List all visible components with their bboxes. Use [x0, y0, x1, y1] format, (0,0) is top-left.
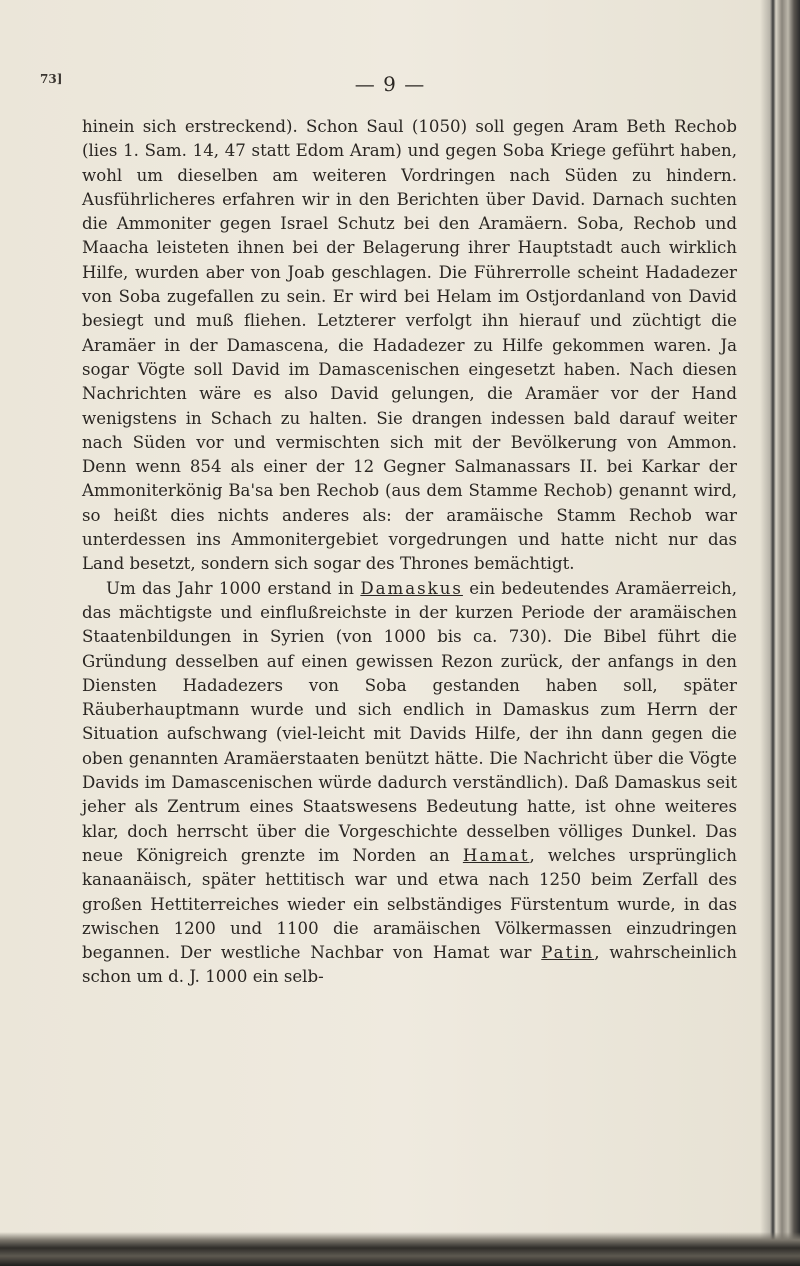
emphasis-patin: Patin [541, 943, 595, 963]
paragraph-2-part-a: Um das Jahr 1000 erstand in [106, 578, 361, 598]
running-title: — 9 — [354, 72, 426, 96]
emphasis-damaskus: Damaskus [360, 578, 463, 598]
page-header [40, 72, 740, 102]
book-edge-right [760, 0, 800, 1266]
book-edge-bottom [0, 1232, 800, 1266]
body-text [82, 115, 737, 990]
emphasis-hamat: Hamat [462, 845, 530, 865]
paragraph-1: hinein sich erstreckend). Schon Saul (1050) soll gegen Aram Beth Rechob (lies 1. Sam. 14, 47 statt Edom Aram) und gegen Soba Kriege geführt haben, wohl um dieselben am weiteren Vordringen nach Süden zu hindern. Ausführlicheres erfahren wir in den Berichten über David. Darnach suchten die Ammoniter gegen Israel Schutz bei den Aramäern. Soba, Rechob und Maacha leisteten ihnen bei der Belagerung ihrer Hauptstadt auch wirklich Hilfe, wurden aber von Joab geschlagen. Die Führerrolle scheint Hadadezer von Soba zugefallen zu sein. Er wird bei Helam im Ostjordanland von David besiegt und muß fliehen. Letzterer verfolgt ihn hierauf und züchtigt die Aramäer in der Damascena, die Hadadezer zu Hilfe gekommen waren. Ja sogar Vögte soll David im Damascenischen eingesetzt haben. Nach diesen Nachrichten wäre es also David gelungen, die Aramäer vor der Hand wenigstens in Schach zu halten. Sie drangen indessen bald darauf weiter nach Süden vor und vermischten sich mit der Bevölkerung von Ammon. Denn wenn 854 als einer der 12 Gegner Salmanassars II. bei Karkar der Ammoniterkönig Ba'sa ben Rechob (aus dem Stamme Rechob) genannt wird, so heißt dies nichts anderes als: der aramäische Stamm Rechob war unterdessen ins Ammonitergebiet vorgedrungen und hatte nicht nur das Land besetzt, sondern sich sogar des Thrones bemächtigt. [82, 117, 737, 574]
paragraph-2-part-c: , welches ursprünglich kanaanäisch, später hettitisch war und etwa nach 1250 beim Zerfall des großen Hettiterreiches wieder ein selbständiges Fürstentum wurde, in das zwischen 1200 und 1100 die aramäischen Völkermassen einzudringen begannen. Der westliche Nachbar von Hamat war [82, 845, 737, 963]
page-number: 73] [40, 72, 63, 86]
paragraph-2-part-d: , wahrscheinlich schon um d. J. 1000 ein selb- [82, 943, 737, 987]
paragraph-2 [82, 577, 737, 990]
paragraph-2-part-b: ein bedeutendes Aramäerreich, das mächtigste und einflußreichste in der kurzen Periode der aramäischen Staatenbildungen in Syrien (von 1000 bis ca. 730). Die Bibel führt die Gründung desselben auf einen gewissen Rezon zurück, der anfangs in den Diensten Hadadezers von Soba gestanden haben soll, später Räuberhauptmann wurde und sich endlich in Damaskus zum Herrn der Situation aufschwang (viel-leicht mit Davids Hilfe, der ihn dann gegen die oben genannten Aramäerstaaten benützt hätte. Die Nachricht über die Vögte Davids im Damascenischen würde dadurch verständlich). Daß Damaskus seit jeher als Zentrum eines Staatswesens Bedeutung hatte, ist ohne weiteres klar, doch herrscht über die Vorgeschichte desselben völliges Dunkel. Das neue Königreich grenzte im Norden an [82, 578, 737, 865]
